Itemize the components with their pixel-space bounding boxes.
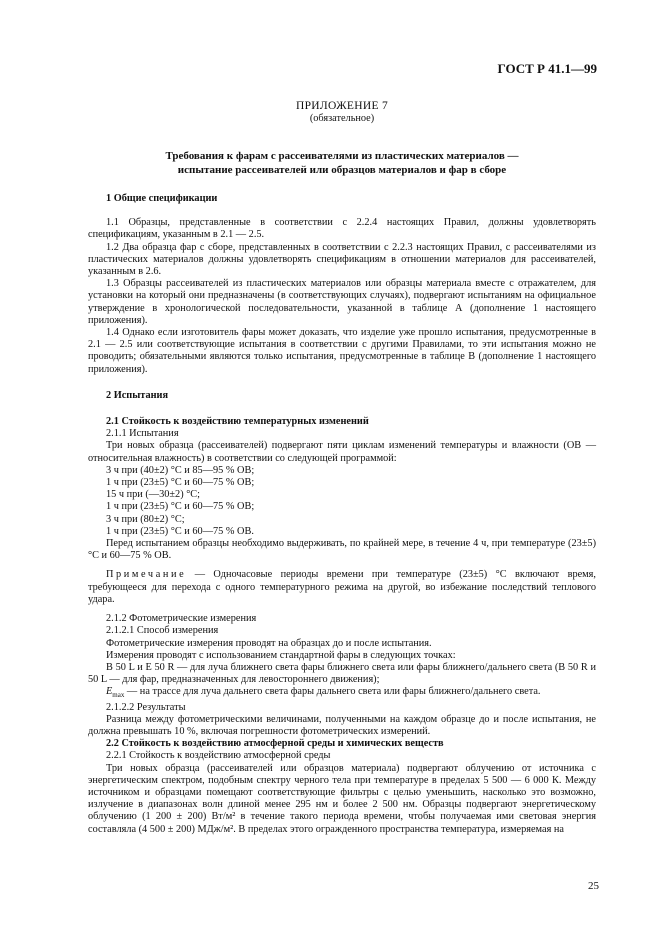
paragraph-1-3: 1.3 Образцы рассеивателей из пластических материалов или образцы материала вместе с отражателем, для установки на который они предназначены (в соответствующих случаях), подвергают испытаниям на официальное утверждение в хронологической последовательности, указанной в таблице А (дополнение 1 настоящего приложения). xyxy=(88,278,596,326)
paragraph-photometry-1: Фотометрические измерения проводят на образцах до и после испытания. xyxy=(106,637,432,649)
section-2-1-2-1-heading: 2.1.2.1 Способ измерения xyxy=(106,625,219,637)
paragraph-1-1: 1.1 Образцы, представленные в соответствии с 2.2.4 настоящих Правил, должны удовлетворять спецификациям, указанным в 2.1 — 2.5. xyxy=(88,217,596,241)
paragraph-measure-points: В 50 L и Е 50 R — для луча ближнего света фары ближнего света или фары ближнего/дальнего света (В 50 R и 50 L — для фар, предназначенных для левостороннего движения); xyxy=(88,661,596,686)
note-label: Примечание xyxy=(106,569,187,581)
section-2-heading: 2 Испытания xyxy=(106,389,169,401)
section-2-2-heading: 2.2 Стойкость к воздействию атмосферной среды и химических веществ xyxy=(106,738,444,750)
paragraph-photometry-2: Измерения проводят с использованием стандартной фары в следующих точках: xyxy=(106,649,456,661)
section-2-1-2-heading: 2.1.2 Фотометрические измерения xyxy=(106,613,257,625)
document-title-line-1: Требования к фарам с рассеивателями из пластических материалов — xyxy=(165,150,519,162)
program-step: 3 ч при (80±2) °С; xyxy=(106,513,185,525)
paragraph-results: Разница между фотометрическими величинами, полученными на каждом образце до и после испытания, не должна превышать 10 %, включая погрешности фотометрических измерений. xyxy=(88,713,596,737)
paragraph-atmospheric: Три новых образца (рассеивателей или образцов материала) подвергают облучению от источника с энергетическим спектром, подобным спектру черного тела при температуре в пределах 5 500 — 6 000 К. Между источником и образцами помещают соответствующие фильтры с целью уменьшить, насколько это возможно, излучение в диапазонах волн длиной менее 295 нм и более 2 500 нм. Образцы подвергают энергетическому облучению (1 200 ± 200) Вт/м² в течение такого периода времени, чтобы получаемая ими световая энергия составляла (4 500 ± 200) МДж/м². В пределах этого огражденного пространства температура, измеряемая на xyxy=(88,762,596,835)
paragraph-1-4: 1.4 Однако если изготовитель фары может доказать, что изделие уже прошло испытания, предусмотренные в 2.1 — 2.5 или соответствующие испытания в соответствии с другими Правилами, то эти испытания можно не проводить; обязательными являются только испытания, предусмотренные в таблице В (дополнение 1 настоящего приложения). xyxy=(88,327,596,375)
test-program xyxy=(88,465,596,538)
program-step: 1 ч при (23±5) °С и 60—75 % ОВ; xyxy=(106,501,255,513)
paragraph-conditioning: Перед испытанием образцы необходимо выдерживать, по крайней мере, в течение 4 ч, при температуре (23±5) °С и 60—75 % ОВ. xyxy=(88,538,596,562)
section-2-1-2-2-heading: 2.1.2.2 Результаты xyxy=(106,701,186,713)
annex-subtitle: (обязательное) xyxy=(309,113,375,124)
program-step: 1 ч при (23±5) °С и 60—75 % ОВ. xyxy=(106,525,254,537)
note-text: — Одночасовые периоды времени при температуре (23±5) °С включают время, требующееся для перехода с одного температурного режима на другой, во избежание последствий теплового удара. xyxy=(88,569,596,605)
paragraph-test-intro: Три новых образца (рассеивателей) подвергают пяти циклам изменений температуры и влажности (ОВ — относительная влажность) в соответствии со следующей программой: xyxy=(88,440,596,464)
document-code: ГОСТ Р 41.1—99 xyxy=(497,61,597,76)
page-number: 25 xyxy=(588,880,599,892)
document-body xyxy=(88,100,596,836)
emax-text: — на трассе для луча дальнего света фары дальнего света или фары ближнего/дальнего света. xyxy=(124,686,541,698)
annex-title: ПРИЛОЖЕНИЕ 7 xyxy=(295,100,388,112)
section-1-heading: 1 Общие спецификации xyxy=(106,193,218,204)
document-title-line-2: испытание рассеивателей или образцов материалов и фар в сборе xyxy=(177,164,507,176)
section-2-2-1-heading: 2.2.1 Стойкость к воздействию атмосферной среды xyxy=(106,750,331,762)
program-step: 1 ч при (23±5) °С и 60—75 % ОВ; xyxy=(106,477,255,489)
document-title xyxy=(88,149,596,177)
section-2-1-heading: 2.1 Стойкость к воздействию температурных изменений xyxy=(106,416,369,428)
emax-symbol: E xyxy=(106,686,113,698)
note xyxy=(88,569,596,606)
section-2-1-1-heading: 2.1.1 Испытания xyxy=(106,428,179,440)
program-step: 15 ч при (—30±2) °С; xyxy=(106,489,201,501)
emax-subscript: max xyxy=(112,691,125,700)
paragraph-emax xyxy=(88,686,596,701)
paragraph-1-2: 1.2 Два образца фар с сборе, представленных в соответствии с 2.2.3 настоящих Правил, с рассеивателями из пластических материалов должны удовлетворять спецификациям в отношении материалов для рассеивателей, указанным в 2.6. xyxy=(88,241,596,278)
program-step: 3 ч при (40±2) °С и 85—95 % ОВ; xyxy=(106,464,255,476)
